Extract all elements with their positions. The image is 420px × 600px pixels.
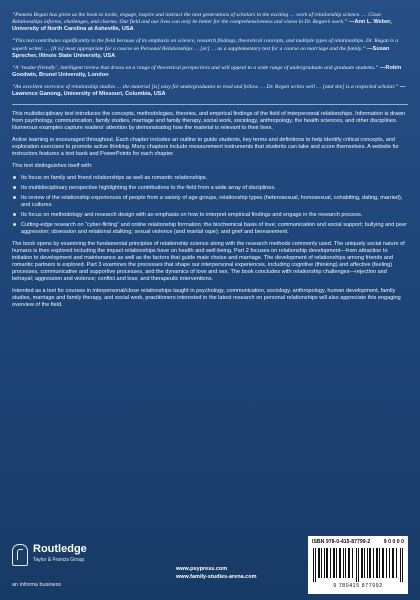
routledge-logo-icon: [12, 544, 28, 566]
bullet-icon: [13, 176, 16, 179]
isbn-price-code: 9 0 0 0 0: [383, 539, 404, 545]
closing-paragraph: Intended as a text for courses in interpersonal/close relationships taught in psychology, communication, sociology, anthropology, human development, family studies, marriage and family therapy, and social work, practitioners interested in the latest research on personal relationships will also appreciate this engaging overview of the field.: [12, 288, 401, 309]
intro-paragraph: This text distinguishes itself with:: [12, 162, 93, 169]
endorsement-3: “A ‘reader-friendly’, intelligent review that draws on a range of theoretical perspectives and will appeal to a wide range of undergraduate and graduate students.” —Robin Goodwin, Brunel University, London: [12, 64, 402, 79]
cover-footer: [0, 522, 420, 600]
feature-item: Its focus on family and friend relationships as well as romantic relationships.: [12, 175, 408, 182]
feature-item: Its review of the relationship experiences of people from a variety of age groups, relationship types (heterosexual, homosexual, cohabiting, dating, married), and cultures.: [12, 195, 408, 209]
feature-item: Its multidisciplinary perspective highlighting the contributions to the field from a wide array of disciplines.: [12, 185, 408, 192]
feature-item: Cutting-edge research on “cyber-flirting” and online relationship formation; the biochemical basis of love; communication and social support; bullying and peer aggression; obsession and relational stalking; sexual violence (and marital rape); and grief and bereavement.: [12, 222, 408, 236]
feature-list: [12, 175, 408, 236]
website-link[interactable]: www.psypress.com: [176, 566, 228, 572]
description: [12, 111, 408, 310]
closing-paragraph: The book opens by examining the fundamental principles of relationship science along with the research methods commonly used. The uniquely social nature of humans is then explored including the impact relationships have on health and well-being. Part 2 focuses on relationship development—from attraction to initiation to development and maintenance as well as the factors that guide mate choice and marriage. The development of relationships among friends and romantic partners is explored. Part 3 examines the processes that shape our interpersonal experiences, including cognitive (thinking) and affective (feeling) processes, communicative and supportive processes, and the dynamics of love and sex. The book concludes with relationship challenges—rejection and betrayal; aggression and violence; conflict and loss; and therapeutic interventions.: [12, 241, 405, 283]
website-link[interactable]: www.family-studies-arena.com: [176, 573, 257, 580]
publisher-group: Taylor & Francis Group: [33, 557, 85, 563]
endorsement-attribution: —Lawrence Ganong, University of Missouri, Columbia, USA: [12, 84, 406, 98]
endorsement-4: “An excellent overview of relationship studies … the material [is] easy for undergraduates to read and follow. … Dr. Regan writes well … [and she] is a respected scholar.” —Lawrence Ganong, University of Missouri, Columbia, USA: [12, 84, 406, 98]
divider-line: [12, 104, 408, 105]
intro-paragraph: This multidisciplinary text introduces the concepts, methodologies, theories, and empirical findings of the field of interpersonal relationships. Information is drawn from psychology, communication, family studies, marriage and family therapy, social work, sociology, anthropology, the health sciences, and other disciplines. Numerous examples capture readers’ attention by demonstrating how the material is relevant to their lives.: [12, 110, 406, 131]
endorsement-attribution: —Ann L. Weber, University of North Carolina at Asheville, USA: [12, 19, 392, 33]
barcode-icon: [312, 548, 404, 582]
endorsement-2: “This text contributes significantly to the field because of its emphasis on science, research findings, theoretical concepts, and multiple types of relationships. Dr. Regan is a superb writer. … [It is] most appropriate for a course on Personal Relationships … [or] … as a supplementary text for a course on marriage and the family.” —Susan Sprecher, Illinois State University, USA: [12, 38, 399, 59]
endorsement-1: “Pamela Regan has given us the book to invite, engage, inspire and instruct the next generations of scholars in the exciting … work of relationship science. … Close Relationships informs, challenges, and charms. Our field and our lives can only be better for the comprehensiveness and vision in Dr. Regan’s work.” —Ann L. Weber, University of North Carolina at Asheville, USA: [12, 12, 392, 33]
endorsement-attribution: —Susan Sprecher, Illinois State University, USA: [12, 45, 390, 59]
bullet-icon: [13, 213, 16, 216]
bullet-icon: [13, 186, 16, 189]
isbn-barcode-box: [308, 536, 408, 594]
intro-paragraph: Active learning is encouraged throughout. Each chapter includes an outline to guide students, key terms and definitions to help identify critical concepts, and exploration exercises to promote active thinking. Many chapters include measurement instruments that students can take and score themselves. A website for instructors features a test bank and PowerPoints for each chapter.: [12, 136, 399, 157]
publisher-logo: [12, 544, 87, 566]
isbn-label: ISBN 978-0-415-87799-2: [312, 539, 371, 545]
feature-item: Its focus on methodology and research design with an emphasis on how to interpret empirical findings and engage in the research process.: [12, 212, 408, 219]
endorsements: [12, 12, 408, 99]
publisher-name: Routledge: [33, 543, 87, 555]
endorsement-attribution: —Robin Goodwin, Brunel University, London: [12, 64, 402, 79]
bullet-icon: [13, 196, 16, 199]
website-links: [176, 566, 257, 582]
parent-company: an informa business: [12, 582, 62, 588]
bullet-icon: [13, 223, 16, 226]
isbn-digits: 9 780415 877992: [333, 583, 383, 589]
